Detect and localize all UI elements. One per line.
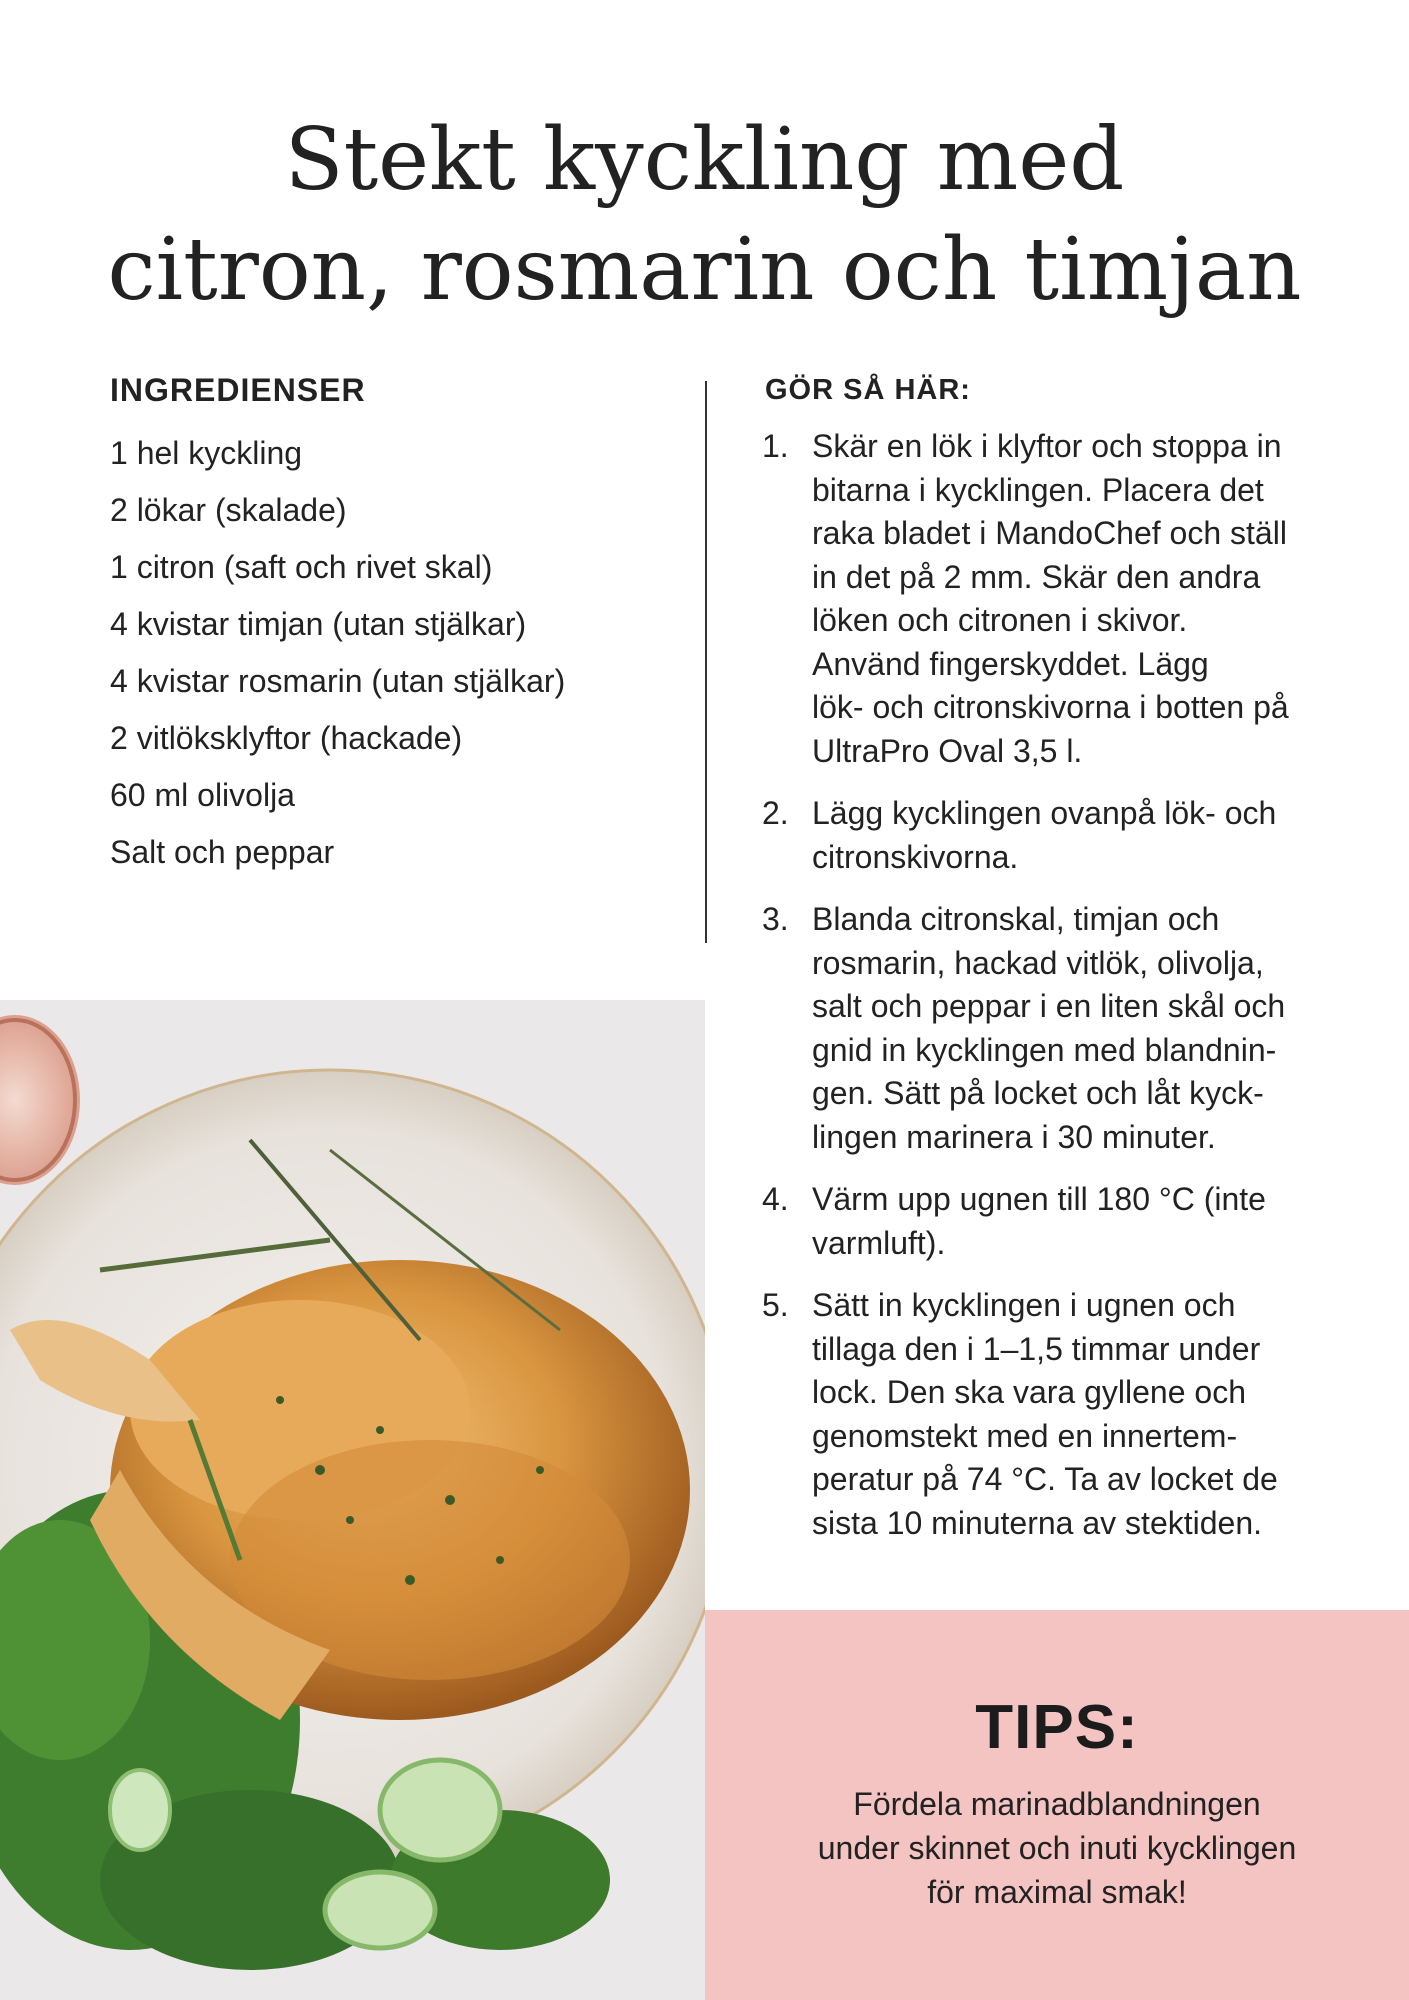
step-line: Använd fingerskyddet. Lägg (812, 645, 1209, 682)
step-line: Värm upp ugnen till 180 °C (inte (812, 1181, 1266, 1217)
step-line: lingen marinera i 30 minuter. (812, 1118, 1216, 1155)
step-line: sista 10 minuterna av stektiden. (812, 1504, 1263, 1541)
instruction-step (762, 425, 1352, 773)
tips-text (765, 1782, 1349, 1914)
ingredient-item: 2 lökar (skalade) (110, 492, 347, 528)
step-line: raka bladet i MandoChef och ställ (812, 515, 1287, 551)
step-number: 1. (762, 428, 789, 464)
step-line: citronskivorna. (812, 838, 1019, 875)
step-line: lock. Den ska vara gyllene och (812, 1374, 1246, 1410)
step-line: rosmarin, hackad vitlök, olivolja, (812, 944, 1264, 981)
tips-title: TIPS: (975, 1693, 1139, 1762)
tips-box (705, 1610, 1409, 2000)
step-number: 5. (762, 1287, 789, 1323)
recipe-title-line-2: citron, rosmarin och timjan (107, 220, 1302, 320)
instruction-step (762, 792, 1352, 879)
instruction-step (762, 1178, 1352, 1265)
step-line: Skär en lök i klyftor och stoppa in (812, 428, 1282, 464)
tips-line: för maximal smak! (927, 1874, 1187, 1910)
step-line: Lägg kycklingen ovanpå lök- och (812, 795, 1277, 831)
recipe-title (0, 105, 1409, 325)
step-line: gen. Sätt på locket och låt kyck- (812, 1075, 1264, 1111)
step-line: tillaga den i 1–1,5 timmar under (812, 1330, 1261, 1367)
tips-line: under skinnet och inuti kycklingen (817, 1830, 1297, 1866)
ingredient-item: 1 hel kyckling (110, 435, 303, 471)
ingredient-item: 60 ml olivolja (110, 777, 295, 813)
step-line: löken och citronen i skivor. (812, 602, 1188, 638)
step-line: gnid in kycklingen med blandnin- (812, 1031, 1277, 1068)
ingredients-list (110, 425, 565, 881)
step-number: 4. (762, 1181, 789, 1217)
step-line: peratur på 74 °C. Ta av locket de (812, 1461, 1278, 1497)
step-line: varmluft). (812, 1224, 946, 1261)
step-line: in det på 2 mm. Skär den andra (812, 558, 1261, 595)
ingredients-heading: INGREDIENSER (110, 372, 366, 408)
instruction-step (762, 898, 1352, 1159)
column-divider (705, 381, 707, 943)
ingredient-item: 4 kvistar timjan (utan stjälkar) (110, 606, 527, 642)
ingredient-item: 2 vitlöksklyftor (hackade) (110, 720, 463, 756)
roast-chicken-illustration (0, 1000, 705, 2000)
ingredient-item: 4 kvistar rosmarin (utan stjälkar) (110, 663, 566, 699)
step-line: Sätt in kycklingen i ugnen och (812, 1287, 1236, 1323)
instructions-list (762, 425, 1352, 1564)
step-number: 2. (762, 795, 789, 831)
step-number: 3. (762, 901, 789, 937)
step-line: genomstekt med en innertem- (812, 1417, 1238, 1454)
step-line: bitarna i kycklingen. Placera det (812, 471, 1264, 508)
roast-chicken-photo (0, 1000, 705, 2000)
instruction-step (762, 1284, 1352, 1545)
ingredient-item: 1 citron (saft och rivet skal) (110, 549, 493, 585)
ingredient-item: Salt och peppar (110, 834, 335, 870)
step-line: lök- och citronskivorna i botten på (812, 689, 1289, 725)
step-line: salt och peppar i en liten skål och (812, 988, 1286, 1024)
recipe-title-line-1: Stekt kyckling med (284, 110, 1125, 210)
step-line: Blanda citronskal, timjan och (812, 901, 1220, 937)
tips-line: Fördela marinadblandningen (853, 1786, 1261, 1822)
instructions-heading: GÖR SÅ HÄR: (765, 374, 971, 406)
step-line: UltraPro Oval 3,5 l. (812, 732, 1083, 769)
